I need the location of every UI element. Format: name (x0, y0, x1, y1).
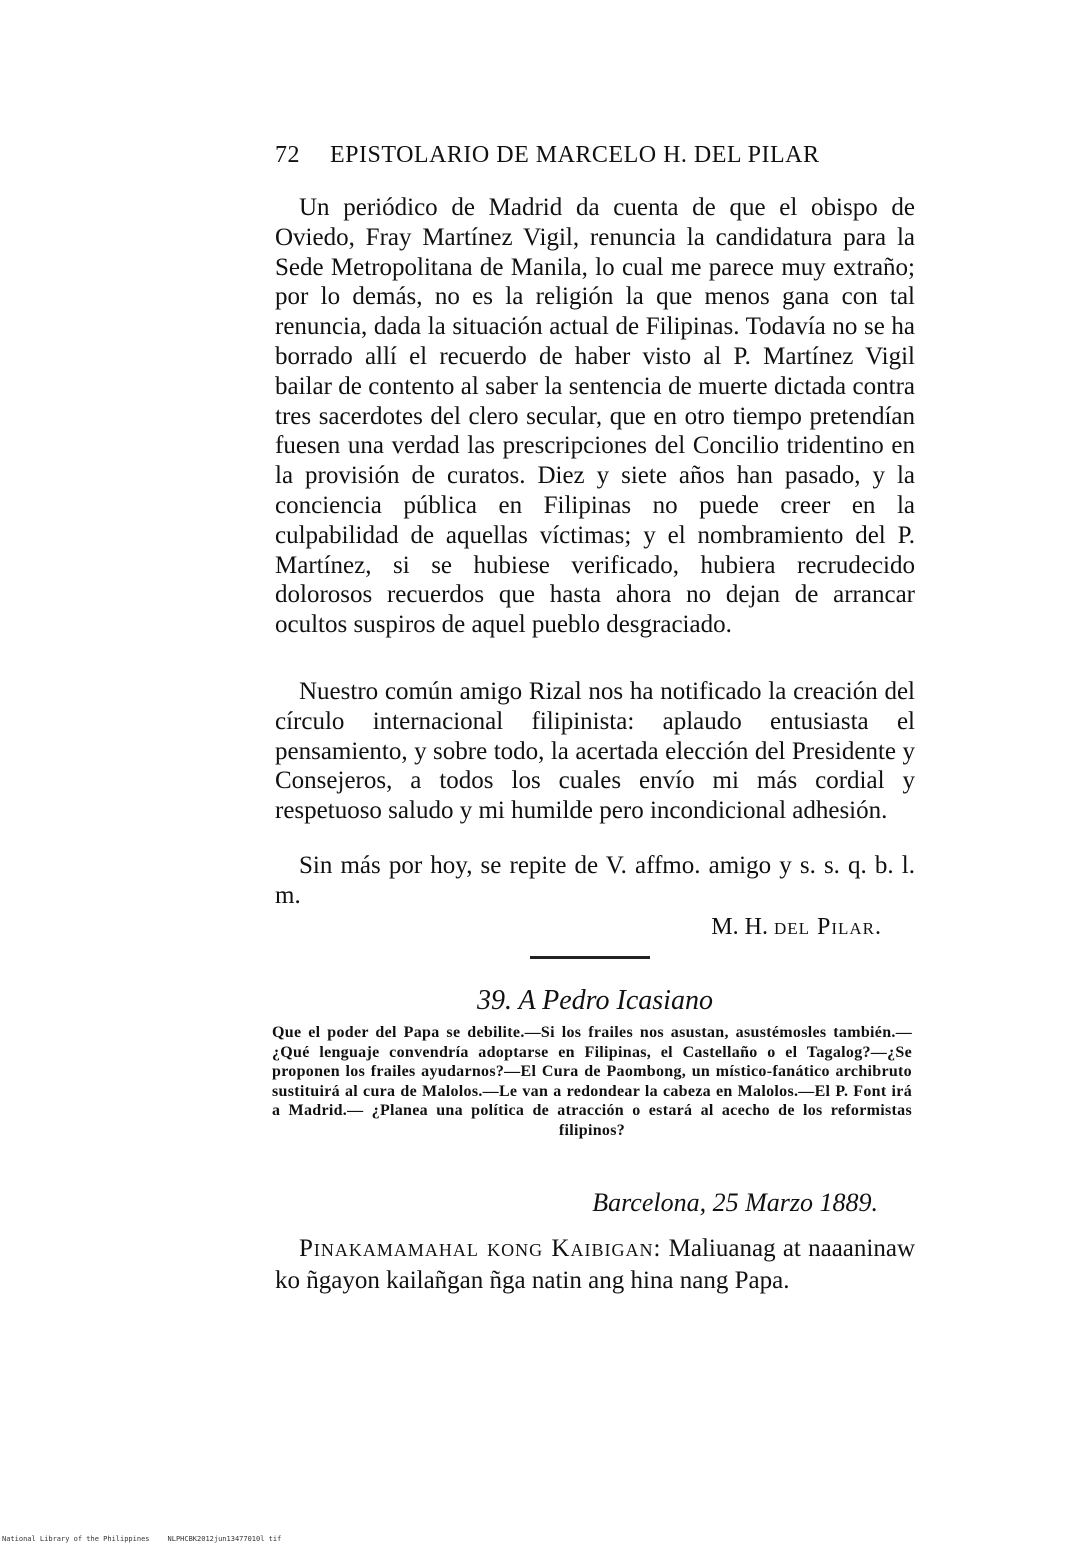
signature-surname: del Pilar. (773, 914, 882, 940)
body-paragraph-1-block (275, 193, 915, 640)
body-paragraph: Nuestro común amigo Rizal nos ha notificado la creación del círculo internacional filipinista: aplaudo entusiasta el pensamiento, y sobre todo, la acertada elección del Presidente y Consejeros, a todos los cuales envío mi más cordial y respetuoso saludo y mi humilde pero incondicional adhesión. (275, 678, 915, 825)
footer-file-ref: NLPHCBK2012jun13477010l tif (167, 1535, 282, 1543)
letter-opening (275, 1233, 915, 1297)
body-paragraph-2-block (275, 677, 915, 826)
scan-footer (2, 1535, 299, 1543)
page-number: 72 (275, 142, 300, 168)
letter-summary: Que el poder del Papa se debilite.—Si los frailes nos asustan, asustémosles también.—¿Qué lenguaje convendría adoptarse en Filipinas, el Castellaño o el Tagalog?—¿Se proponen los frailes ayudarnos?—El Cura de Paombong, un místico-fanático archibruto sustituirá al cura de Malolos.—Le van a redondear la cabeza en Malolos.—El P. Font irá a Madrid.— ¿Planea una política de atracción o estará al acecho de los reformistas filipinos? (272, 1024, 912, 1139)
closing-paragraph: Sin más por hoy, se repite de V. affmo. amigo y s. s. q. b. l. m. (275, 852, 915, 909)
letter-title: 39. A Pedro Icasiano (477, 985, 713, 1016)
footer-library: National Library of the Philippines (2, 1535, 150, 1543)
signature-initials: M. H. (711, 914, 768, 940)
opening-text: Maliuanag at naaaninaw ko ñgayon kailañgan ñga natin ang hina nang Papa. (275, 1235, 915, 1294)
page-header (275, 142, 875, 169)
letter-dateline: Barcelona, 25 Marzo 1889. (592, 1188, 878, 1217)
salutation: Pinakamamahal kong Kaibigan: (299, 1235, 662, 1262)
running-title: EPISTOLARIO DE MARCELO H. DEL PILAR (330, 142, 820, 168)
signature (711, 914, 882, 941)
section-divider (530, 956, 650, 959)
body-paragraph-3-block (275, 851, 915, 911)
body-paragraph: Un periódico de Madrid da cuenta de que el obispo de Oviedo, Fray Martínez Vigil, renuncia la candidatura para la Sede Metropolitana de Manila, lo cual me parece muy extraño; por lo demás, no es la religión la que menos gana con tal renuncia, dada la situación actual de Filipinas. Todavía no se ha borrado allí el recuerdo de haber visto al P. Martínez Vigil bailar de contento al saber la sentencia de muerte dictada contra tres sacerdotes del clero secular, que en otro tiempo pretendían fuesen una verdad las prescripciones del Concilio tridentino en la provisión de curatos. Diez y siete años han pasado, y la conciencia pública en Filipinas no puede creer en la culpabilidad de aquellas víctimas; y el nombramiento del P. Martínez, si se hubiese verificado, hubiera recrudecido dolorosos recuerdos que hasta ahora no dejan de arrancar ocultos suspiros de aquel pueblo desgraciado. (275, 194, 915, 639)
